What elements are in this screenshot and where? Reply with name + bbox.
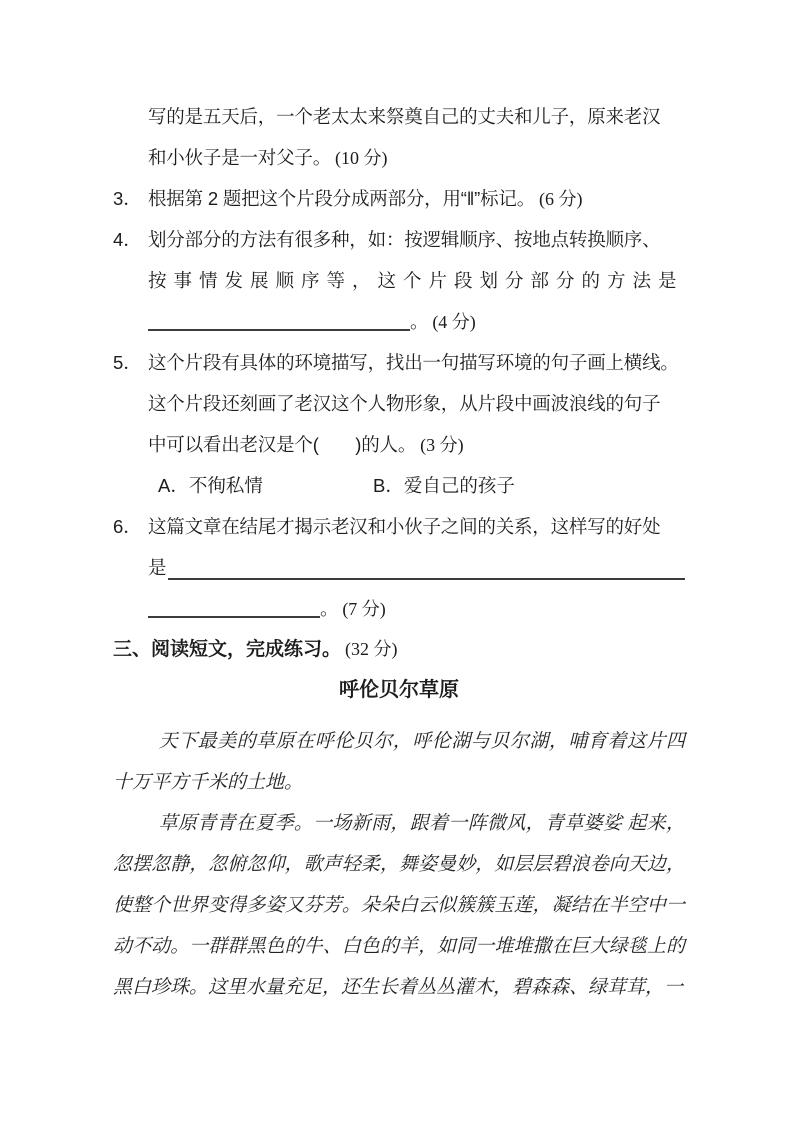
- question-4-answer-line: [113, 301, 685, 342]
- score-label: (3 分): [420, 435, 464, 455]
- passage-paragraph-1: 天下最美的草原在呼伦贝尔，呼伦湖与贝尔湖，哺育着这片四十万平方千米的土地。: [113, 731, 685, 793]
- question-5-options: [113, 465, 685, 506]
- section-3-heading: [113, 629, 685, 670]
- score-label: (4 分): [432, 312, 476, 332]
- question-text: 划分部分的方法有很多种，如：按逻辑顺序、按地点转换顺序、: [148, 229, 661, 250]
- question-3: [113, 178, 685, 219]
- question-number: 6．: [113, 516, 142, 537]
- question-number: 3．: [113, 188, 142, 209]
- question-4-line1: [113, 219, 685, 260]
- question-5-line1: [113, 342, 685, 383]
- q2-continuation-line1: [113, 96, 685, 137]
- answer-blank: [148, 327, 410, 331]
- question-text: 。: [320, 598, 339, 619]
- question-text: 。: [410, 311, 429, 332]
- score-label: (10 分): [335, 148, 388, 168]
- score-label: (32 分): [345, 639, 398, 659]
- passage-title: 呼伦贝尔草原: [339, 679, 459, 701]
- question-number: 4．: [113, 229, 142, 250]
- passage-paragraph-2: 草原青青在夏季。一场新雨，跟着一阵微风，青草婆娑 起来，忽摆忽静，忽俯忽仰，歌声轻柔，舞姿曼妙，如层层碧浪卷向天边，使整个世界变得多姿又芬芳。朵朵白云似簇簇玉莲，凝结在半空中一动不动。一群群黑色的牛、白色的羊，如同一堆堆撒在巨大绿毯上的黑白珍珠。这里水量充足，还生长着丛丛灌木，碧森森、绿茸茸，一: [113, 813, 685, 998]
- question-number: 5．: [113, 352, 142, 373]
- question-text: 和小伙子是一对父子。: [148, 147, 332, 168]
- question-text: 这篇文章在结尾才揭示老汉和小伙子之间的关系，这样写的好处: [148, 516, 661, 537]
- answer-blank: [168, 547, 685, 580]
- answer-blank: [148, 614, 320, 618]
- question-text: 按事情发展顺序等，这个片段划分部分的方法是: [148, 270, 684, 291]
- option-b: B．爱自己的孩子: [373, 475, 515, 496]
- question-text: 这个片段还刻画了老汉这个人物形象，从片段中画波浪线的句子: [148, 393, 661, 414]
- section-title: 三、阅读短文，完成练习。: [113, 639, 342, 660]
- question-5-line3: [113, 424, 685, 465]
- question-4-line2: [113, 260, 685, 301]
- question-5-line2: [113, 383, 685, 424]
- question-6-answer-line2: [113, 588, 685, 629]
- question-text: 是: [148, 557, 167, 578]
- score-label: (6 分): [539, 189, 583, 209]
- option-a: A．不徇私情: [158, 475, 263, 496]
- question-text: 写的是五天后，一个老太太来祭奠自己的丈夫和儿子，原来老汉: [148, 106, 661, 127]
- score-label: (7 分): [342, 599, 386, 619]
- question-text: 这个片段有具体的环境描写，找出一句描写环境的句子画上横线。: [148, 352, 679, 373]
- q2-continuation-line2: [113, 137, 685, 178]
- question-6-line1: [113, 506, 685, 547]
- question-text: 根据第 2 题把这个片段分成两部分，用“‖”标记。: [148, 188, 536, 209]
- question-text: 中可以看出老汉是个( )的人。: [148, 434, 417, 455]
- worksheet-content: [113, 96, 685, 1008]
- passage-body: [113, 721, 685, 1008]
- question-6-answer-line1: [113, 547, 685, 588]
